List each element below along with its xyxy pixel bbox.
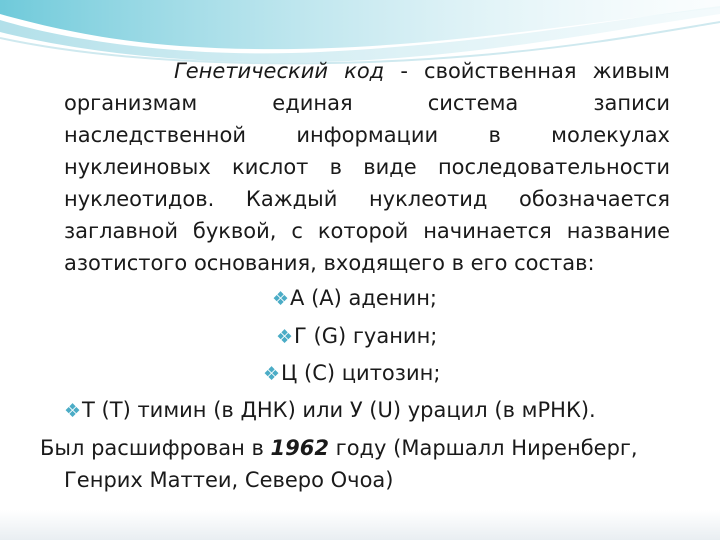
diamond-bullet-icon: ❖ [272, 288, 290, 310]
bullet-text: Г (G) гуанин; [294, 324, 438, 348]
history-prefix: Был расшифрован в [40, 436, 271, 460]
diamond-bullet-icon: ❖ [263, 363, 281, 385]
definition-line-3: наследственной информации в молекулах [64, 123, 670, 147]
definition-line-5: нуклеотидов. Каждый нуклеотид обозначается [64, 187, 670, 211]
definition-dash: - [384, 59, 425, 83]
bullet-text: Т (Т) тимин (в ДНК) или У (U) урацил (в мРНК). [82, 398, 596, 422]
bullet-text: Ц (С) цитозин; [281, 361, 441, 385]
diamond-bullet-icon: ❖ [276, 326, 294, 348]
diamond-bullet-icon: ❖ [64, 400, 82, 422]
definition-text-1: свойственная живым [424, 59, 670, 83]
history-year: 1962 [270, 436, 329, 460]
definition-line-6: заглавной буквой, с которой начинается название [64, 219, 670, 243]
bullet-text: А (А) аденин; [290, 286, 438, 310]
history-line-2: Генрих Маттеи, Северо Очоа) [64, 468, 394, 492]
definition-line-1 [174, 55, 670, 87]
bullet-cytosine [263, 357, 440, 390]
definition-term: Генетический код [174, 59, 385, 83]
definition-line-4: нуклеиновых кислот в виде последовательности [64, 155, 670, 179]
bullet-thymine-uracil [64, 394, 596, 427]
definition-line-2: организмам единая система записи [64, 91, 670, 115]
definition-line-7: азотистого основания, входящего в его состав: [64, 251, 595, 275]
bullet-guanine [276, 320, 437, 353]
bullet-adenine [272, 282, 437, 315]
history-suffix: году (Маршалл Ниренберг, [328, 436, 638, 460]
history-line-1 [40, 432, 638, 464]
